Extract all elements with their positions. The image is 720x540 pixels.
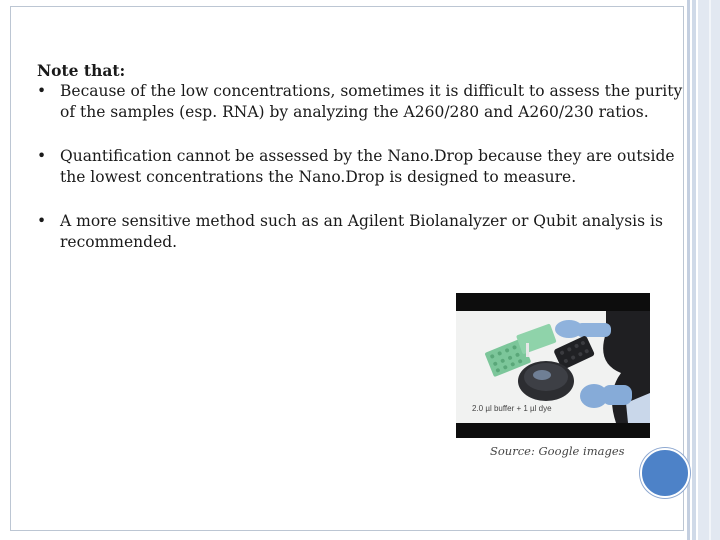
side-rail — [687, 0, 690, 540]
decorative-circle — [640, 448, 690, 498]
bullet-list — [37, 81, 687, 253]
bullet-text: A more sensitive method such as an Agilent Biolanalyzer or Qubit analysis is recommended. — [60, 212, 663, 251]
bullet-item — [37, 211, 687, 253]
side-rail — [709, 0, 711, 540]
bullet-marker: • — [37, 82, 47, 100]
photo-label: 2.0 µl buffer + 1 µl dye — [472, 404, 552, 413]
note-heading: Note that: — [37, 61, 126, 80]
slide-content — [37, 60, 687, 276]
side-rail — [692, 0, 696, 540]
bullet-item — [37, 146, 687, 188]
bullet-text: Quantification cannot be assessed by the Nano.Drop because they are outside the lowest concentrations the Nano.Drop is designed to measure. — [60, 147, 675, 186]
bullet-marker: • — [37, 147, 47, 165]
bullet-text: Because of the low concentrations, sometimes it is difficult to assess the purity of the samples (esp. RNA) by analyzing the A260/280 and A260/230 ratios. — [60, 82, 683, 121]
bullet-item — [37, 81, 687, 123]
lab-photo — [456, 293, 650, 438]
image-caption: Source: Google images — [490, 444, 625, 458]
bullet-marker: • — [37, 212, 47, 230]
